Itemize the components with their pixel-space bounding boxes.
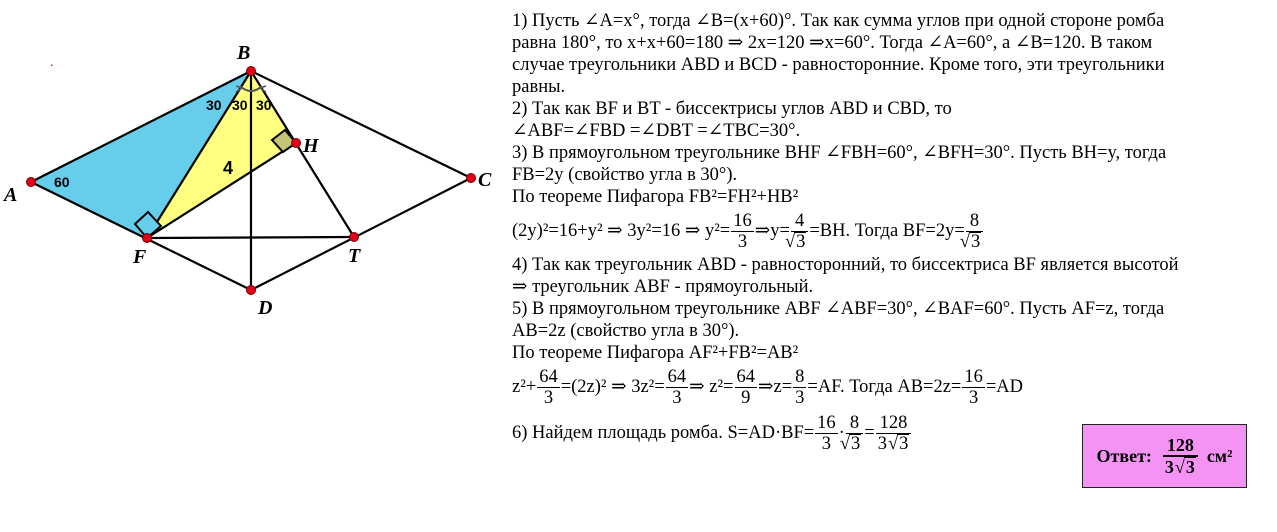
solution-line-12: 5) В прямоугольном треугольнике ABF ∠ABF=30°, ∠BAF=60°. Пусть AF=z, тогда [512,299,1165,319]
label-a: A [4,184,18,206]
fraction: $\frac{16}{3}$ [817,412,836,454]
label-b: B [237,42,251,64]
math-text: · [838,423,845,443]
label-f: F [133,246,147,268]
math-text: =BH. Тогда BF=2y= [809,221,965,241]
angle-b-part-1: 30 [206,97,222,113]
math-line-1 [512,208,1272,254]
angle-a-label: 60 [54,174,70,190]
solution-line-2: равна 180°, то x+x+60=180 ⇒ 2x=120 ⇒x=60°. Тогда ∠A=60°, а ∠B=120. В таком [512,33,1153,53]
point-b [247,67,256,76]
point-c [467,174,476,183]
math-text: ⇒z= [758,377,793,397]
math-text: =(2z)² ⇒ 3z²= [560,377,665,397]
label-h: H [303,135,319,157]
math-text: z²+ [512,377,537,397]
solution-line-13: AB=2z (свойство угла в 30°). [512,321,740,341]
answer-box [1082,424,1247,488]
solution-line-4: равны. [512,77,566,97]
fraction: 8 √ 3 [966,211,983,252]
point-t [350,233,359,242]
math-text: =AD [985,377,1024,397]
fraction: $\frac{128}{3√ 3}$ [876,413,912,454]
fraction: $\frac{16}{3}$ [733,210,752,252]
solution-line-7: 3) В прямоугольном треугольнике BHF ∠FBH=60°, ∠BFH=30°. Пусть BH=y, тогда [512,143,1167,163]
answer-label: Ответ: [1096,445,1152,466]
answer-unit: см² [1206,445,1233,466]
label-d: D [258,297,273,319]
solution-line-8: FB=2y (свойство угла в 30°). [512,165,738,185]
solution-line-14: По теореме Пифагора AF²+FB²=AB² [512,343,799,363]
point-h [292,139,301,148]
math-text: = [864,423,875,443]
math-text: ⇒y= [754,221,790,241]
side-cd [251,178,471,290]
segment-ft [147,237,354,238]
solution-line-3: случае треугольники ABD и BCD - равносторонние. Кроме того, эти треугольники [512,55,1165,75]
solution-line-9: По теореме Пифагора FB²=FH²+HB² [512,187,799,207]
math-text: ⇒ z²= [689,377,734,397]
fraction: $\frac{64}{3}$ [539,366,558,408]
angle-b-part-2: 30 [232,97,248,113]
label-c: C [478,169,492,191]
fraction: $\frac{16}{3}$ [964,366,983,408]
solution-line-11: ⇒ треугольник ABF - прямоугольный. [512,277,814,297]
fraction: 4 √ 3 [791,211,808,252]
fraction: $\frac{64}{9}$ [736,366,755,408]
fraction: 8 √ 3 [846,413,863,454]
solution-text [512,10,1272,456]
point-f [143,234,152,243]
fraction: $\frac{64}{3}$ [667,366,687,408]
math-text: 6) Найдем площадь ромба. S=AD·BF= [512,423,815,443]
solution-line-6: ∠ABF=∠FBD =∠DBT =∠TBC=30°. [512,121,801,141]
answer-fraction: 128 3√ 3 [1163,435,1198,477]
rhombus-diagram [0,0,505,532]
point-d [247,286,256,295]
solution-line-10: 4) Так как треугольник ABD - равносторонний, то биссектриса BF является высотой [512,255,1179,275]
solution-line-5: 2) Так как BF и BT - биссектрисы углов ABD и CBD, то [512,99,952,119]
math-text: =AF. Тогда AB=2z= [807,377,962,397]
segment-bh-length: 4 [223,158,234,178]
math-line-2 [512,364,1272,410]
label-t: T [348,245,361,267]
solution-line-1: 1) Пусть ∠A=x°, тогда ∠B=(x+60)°. Так как сумма углов при одной стороне ромба [512,11,1165,31]
angle-b-part-3: 30 [256,97,272,113]
math-text: (2y)²=16+y² ⇒ 3y²=16 ⇒ y²= [512,221,731,241]
point-a [27,178,36,187]
fraction: $\frac{8}{3}$ [795,366,805,408]
stray-dot: . [50,55,54,70]
